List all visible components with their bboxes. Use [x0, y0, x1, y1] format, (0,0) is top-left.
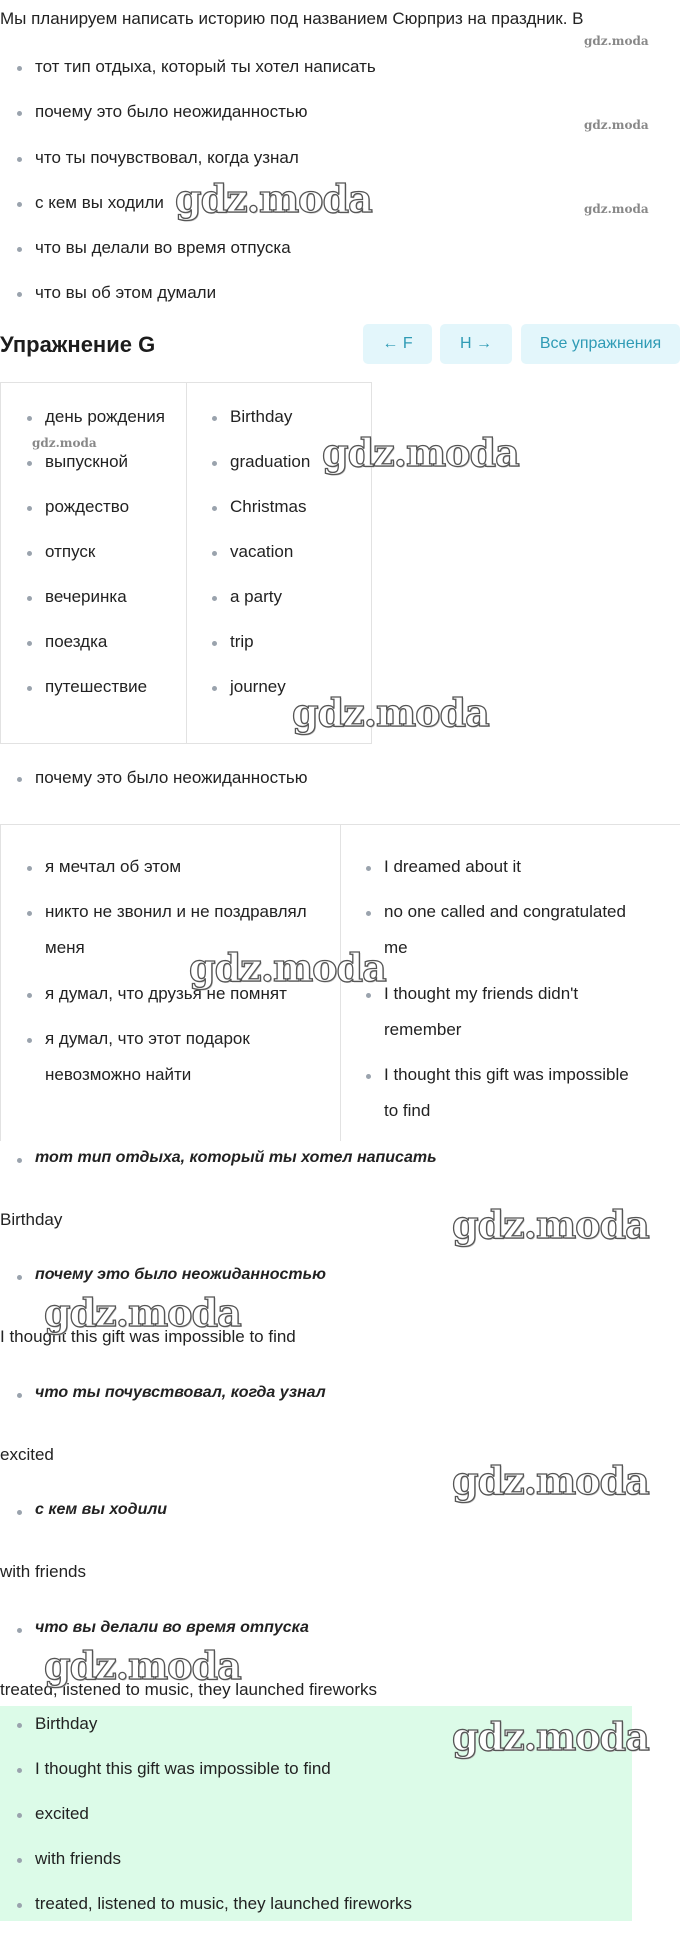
list-item: я думал, что этот подарок: [45, 1029, 250, 1048]
answer-question: с кем вы ходили: [35, 1501, 168, 1518]
list-item: поездка: [45, 632, 108, 651]
list-item: почему это было неожиданностью: [35, 102, 308, 121]
list-item: treated, listened to music, they launched fireworks: [35, 1894, 413, 1913]
answer-text: excited: [0, 1445, 54, 1464]
answer-text: with friends: [0, 1562, 86, 1581]
list-item: что вы об этом думали: [35, 283, 217, 302]
list-item-continuation: меня: [45, 938, 85, 957]
list-item: никто не звонил и не поздравлял: [45, 902, 307, 921]
list-item: journey: [230, 677, 286, 696]
list-item: вечеринка: [45, 587, 127, 606]
list-item: рождество: [45, 497, 130, 516]
intro-text: Мы планируем написать историю под названием Сюрприз на праздник. В: [0, 9, 584, 28]
list-item-continuation: to find: [384, 1101, 431, 1120]
list-item: I thought this gift was impossible to find: [35, 1759, 331, 1778]
list-item-continuation: me: [384, 938, 408, 957]
watermark: gdz.moda: [322, 430, 519, 475]
answer-question: тот тип отдыха, который ты хотел написать: [35, 1149, 437, 1166]
answer-question: что вы делали во время отпуска: [35, 1619, 309, 1636]
watermark: gdz.moda: [292, 690, 489, 735]
answer-question: почему это было неожиданностью: [35, 1266, 326, 1283]
list-item: I thought my friends didn't: [384, 984, 579, 1003]
watermark: gdz.moda: [44, 1643, 241, 1688]
all-exercises-button[interactable]: Все упражнения: [521, 324, 680, 364]
watermark: gdz.moda: [189, 945, 386, 990]
list-item: выпускной: [45, 452, 129, 471]
answer-question: что ты почувствовал, когда узнал: [35, 1384, 326, 1401]
exercise-title: Упражнение G: [0, 332, 156, 357]
list-item: excited: [35, 1804, 89, 1823]
list-item: with friends: [35, 1849, 121, 1868]
watermark: gdz.moda: [32, 436, 97, 450]
watermark: gdz.moda: [452, 1202, 649, 1247]
watermark: gdz.moda: [175, 176, 372, 221]
watermark: gdz.moda: [584, 202, 649, 216]
list-item: Birthday: [230, 407, 293, 426]
list-item: с кем вы ходили: [35, 193, 164, 212]
list-item: я мечтал об этом: [45, 857, 182, 876]
prev-exercise-button[interactable]: ← F: [363, 324, 432, 364]
next-exercise-button[interactable]: H →: [440, 324, 512, 364]
column-divider: [186, 383, 187, 743]
list-item: trip: [230, 632, 254, 651]
watermark: gdz.moda: [452, 1458, 649, 1503]
list-item: no one called and congratulated: [384, 902, 626, 921]
list-item-continuation: невозможно найти: [45, 1065, 192, 1084]
list-item: день рождения: [45, 407, 165, 426]
list-item: путешествие: [45, 677, 148, 696]
watermark: gdz.moda: [44, 1290, 241, 1335]
list-item: Birthday: [35, 1714, 98, 1733]
watermark: gdz.moda: [584, 34, 649, 48]
list-item: отпуск: [45, 542, 96, 561]
list-item-continuation: remember: [384, 1020, 462, 1039]
answer-text: I thought this gift was impossible to find: [0, 1327, 296, 1346]
watermark: gdz.moda: [452, 1714, 649, 1759]
list-item: a party: [230, 587, 282, 606]
watermark: gdz.moda: [584, 118, 649, 132]
answer-text: treated, listened to music, they launched fireworks: [0, 1680, 378, 1699]
list-item: тот тип отдыха, который ты хотел написать: [35, 57, 376, 76]
list-item: что ты почувствовал, когда узнал: [35, 148, 299, 167]
answer-text: Birthday: [0, 1210, 63, 1229]
list-item: I dreamed about it: [384, 857, 522, 876]
list-item: vacation: [230, 542, 294, 561]
list-item: Christmas: [230, 497, 307, 516]
list-item: я думал, что друзья не помнят: [45, 984, 287, 1003]
list-item: почему это было неожиданностью: [35, 768, 308, 787]
list-item: что вы делали во время отпуска: [35, 238, 291, 257]
list-item: graduation: [230, 452, 311, 471]
list-item: I thought this gift was impossible: [384, 1065, 629, 1084]
